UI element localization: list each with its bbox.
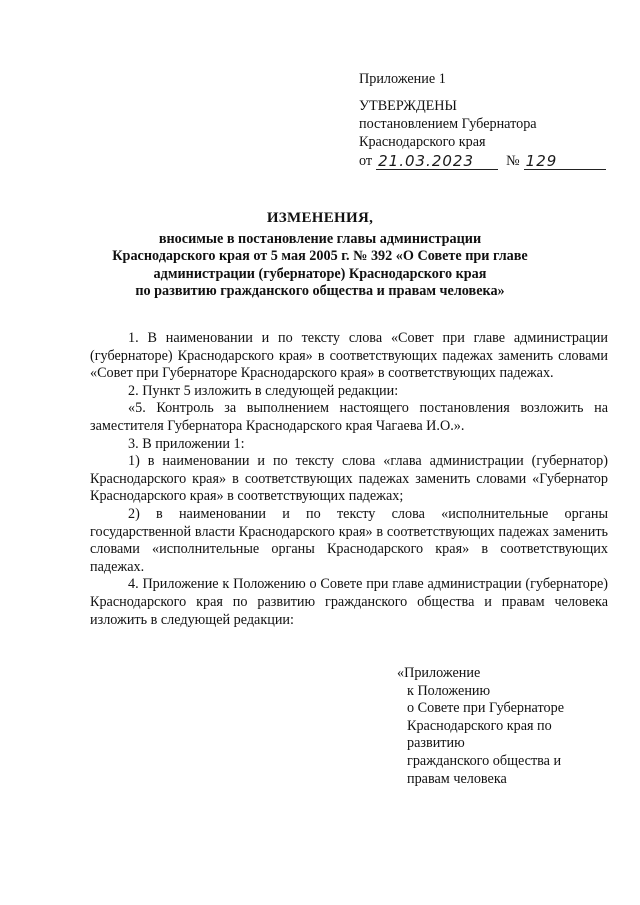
paragraph: 2. Пункт 5 изложить в следующей редакции: bbox=[128, 382, 399, 399]
document-body bbox=[90, 330, 608, 629]
annex-line: правам человека bbox=[407, 770, 507, 787]
annex-line: о Совете при Губернаторе bbox=[407, 700, 564, 717]
handwritten-date: 21.03.2023 bbox=[376, 154, 498, 170]
paragraph: 1) в наименовании и по тексту слова «глава администрации (губернатор) Краснодарского края» в соответствующих падежах заменить словами «Губернатор Краснодарского края» в соответствующих падежах; bbox=[90, 453, 608, 505]
approved-label: УТВЕРЖДЕНЫ bbox=[359, 98, 457, 114]
title-line: Краснодарского края от 5 мая 2005 г. № 392 «О Совете при главе bbox=[112, 248, 528, 265]
date-number-line bbox=[359, 152, 606, 170]
annex-line: развитию bbox=[407, 735, 465, 752]
annex-line: Краснодарского края по bbox=[407, 717, 552, 734]
paragraph: 1. В наименовании и по тексту слова «Совет при главе администрации (губернаторе) Краснодарского края» в соответствующих падежах заменить словами «Совет при Губернаторе Краснодарского края» в соответствующих падежах. bbox=[90, 330, 608, 382]
handwritten-number: 129 bbox=[524, 154, 606, 170]
paragraph: «5. Контроль за выполнением настоящего постановления возложить на заместителя Губернатора Краснодарского края Чагаева И.О.». bbox=[90, 400, 608, 434]
approval-line-2: Краснодарского края bbox=[359, 134, 486, 150]
annex-line: «Приложение bbox=[397, 665, 481, 681]
paragraph: 2) в наименовании и по тексту слова «исполнительные органы государственной власти Краснодарского края» в соответствующих падежах заменить словами «исполнительные органы Краснодарского края» в соответствующих падежах. bbox=[90, 505, 608, 575]
annex-block bbox=[397, 665, 564, 788]
number-label: № bbox=[506, 153, 520, 169]
title-line: вносимые в постановление главы администрации bbox=[158, 230, 482, 247]
annex-line: к Положению bbox=[407, 682, 491, 699]
title-line: по развитию гражданского общества и правам человека» bbox=[135, 283, 505, 300]
title-line: администрации (губернаторе) Краснодарского края bbox=[153, 265, 487, 282]
approval-line-1: постановлением Губернатора bbox=[359, 116, 537, 132]
approval-block bbox=[359, 70, 606, 170]
annex-line: гражданского общества и bbox=[407, 752, 562, 769]
from-label: от bbox=[359, 153, 373, 169]
appendix-label: Приложение 1 bbox=[359, 71, 446, 87]
title-heading: ИЗМЕНЕНИЯ, bbox=[266, 210, 374, 226]
paragraph: 4. Приложение к Положению о Совете при главе администрации (губернаторе) Краснодарского края по развитию гражданского общества и правам человека изложить в следующей редакции: bbox=[90, 576, 608, 628]
paragraph: 3. В приложении 1: bbox=[128, 435, 245, 452]
document-title bbox=[90, 210, 550, 301]
